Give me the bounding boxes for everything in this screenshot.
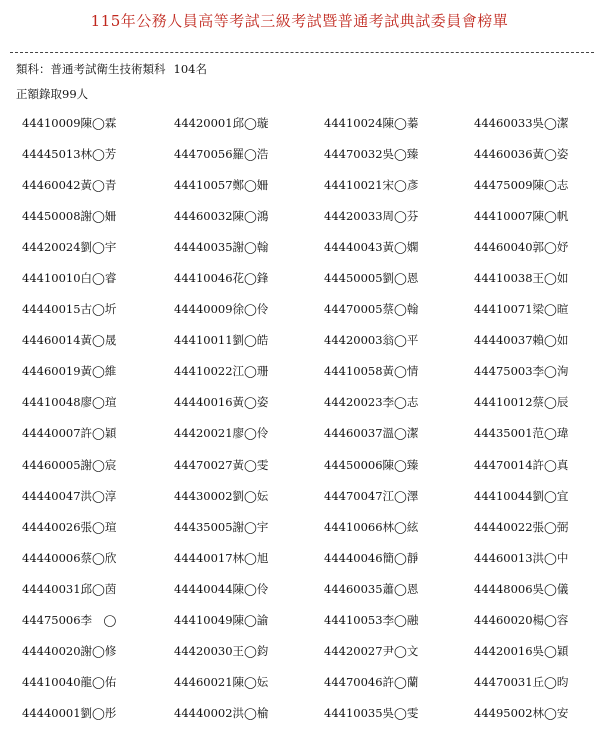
list-item: 44475006李 ◯ — [22, 612, 117, 627]
list-item: 44460037溫◯潔 — [324, 426, 419, 441]
admission-list — [22, 116, 592, 737]
list-item: 44420030王◯鈞 — [174, 643, 269, 658]
quota-line: 正額錄取99人 — [16, 87, 89, 101]
list-item: 44440037賴◯如 — [474, 333, 569, 348]
list-item: 44440022張◯弼 — [474, 519, 569, 534]
list-item: 44410024陳◯蓁 — [324, 116, 419, 130]
list-item: 44435001范◯瑋 — [474, 426, 569, 441]
list-item: 44420021廖◯伶 — [174, 426, 269, 441]
list-item: 44450005劉◯恩 — [324, 271, 419, 286]
list-item: 44470027黃◯雯 — [174, 457, 269, 472]
list-item: 44495002林◯安 — [474, 705, 569, 720]
list-item: 44410011劉◯皓 — [174, 333, 269, 348]
list-item: 44440015古◯圻 — [22, 302, 117, 317]
list-item: 44410007陳◯帆 — [474, 209, 569, 224]
list-item: 44410048廖◯瑄 — [22, 395, 117, 410]
list-item: 44460020楊◯容 — [474, 612, 569, 627]
list-item: 44440007許◯穎 — [22, 426, 117, 441]
list-item: 44460013洪◯中 — [474, 550, 569, 565]
list-item: 44410040龍◯佑 — [22, 674, 117, 689]
category-line — [16, 61, 207, 77]
list-item: 44420027尹◯文 — [324, 643, 419, 658]
list-item: 44445013林◯芳 — [22, 147, 117, 162]
list-item: 44450008謝◯姍 — [22, 209, 117, 224]
list-item: 44440047洪◯淳 — [22, 488, 117, 503]
list-item: 44410046花◯鋒 — [174, 271, 269, 286]
list-item: 44440006蔡◯欣 — [22, 550, 117, 565]
list-item: 44410021宋◯彥 — [324, 178, 419, 193]
list-item: 44410071梁◯暄 — [474, 302, 569, 317]
list-item: 44410049陳◯諭 — [174, 612, 269, 627]
list-item: 44470032吳◯臻 — [324, 147, 419, 162]
list-item: 44460032陳◯鴻 — [174, 209, 269, 224]
list-item: 44440009徐◯伶 — [174, 302, 269, 317]
list-item: 44460035蕭◯恩 — [324, 581, 419, 596]
list-item: 44410022江◯珊 — [174, 364, 269, 379]
list-item: 44410035吳◯雯 — [324, 705, 419, 720]
list-item: 44420024劉◯宇 — [22, 240, 117, 255]
header-divider — [10, 52, 594, 53]
list-item: 44460040郭◯妤 — [474, 240, 569, 255]
list-item: 44470031丘◯昀 — [474, 674, 569, 689]
list-item: 44440044陳◯伶 — [174, 581, 269, 596]
list-item: 44440001劉◯彤 — [22, 705, 117, 720]
list-item: 44410010白◯睿 — [22, 271, 117, 286]
list-item: 44410057鄭◯姍 — [174, 178, 269, 193]
list-item: 44420023李◯志 — [324, 395, 419, 410]
list-item: 44460019黃◯維 — [22, 364, 117, 379]
list-item: 44440035謝◯翰 — [174, 240, 269, 255]
category-count: 104名 — [173, 62, 207, 76]
list-item: 44440046簡◯靜 — [324, 550, 419, 565]
list-item: 44420001邱◯璇 — [174, 116, 269, 130]
list-item: 44440016黃◯姿 — [174, 395, 269, 410]
category-label: 類科：普通考試衛生技術類科 — [16, 62, 166, 76]
list-item: 44410053李◯融 — [324, 612, 419, 627]
list-item: 44410038王◯如 — [474, 271, 569, 286]
list-item: 44475003李◯洵 — [474, 364, 569, 379]
list-item: 44460021陳◯妘 — [174, 674, 269, 689]
list-item: 44420033周◯芬 — [324, 209, 419, 224]
list-item: 44430002劉◯妘 — [174, 488, 269, 503]
list-item: 44440020謝◯修 — [22, 643, 117, 658]
list-item: 44410058黃◯情 — [324, 364, 419, 379]
list-item: 44440002洪◯榆 — [174, 705, 269, 720]
list-item: 44460036黃◯姿 — [474, 147, 569, 162]
list-item: 44475009陳◯志 — [474, 178, 569, 193]
list-item: 44410009陳◯霖 — [22, 116, 117, 130]
list-item: 44460005謝◯宸 — [22, 457, 117, 472]
list-item: 44470056羅◯浩 — [174, 147, 269, 162]
list-item: 44440043黃◯嫻 — [324, 240, 419, 255]
page-title: 115年公務人員高等考試三級考試暨普通考試典試委員會榜單 — [90, 12, 509, 30]
list-item: 44460014黃◯晟 — [22, 333, 117, 348]
list-item: 44460042黃◯青 — [22, 178, 117, 193]
list-item: 44420003翁◯平 — [324, 333, 419, 348]
list-item: 44470005蔡◯翰 — [324, 302, 419, 317]
list-item: 44460033吳◯潔 — [474, 116, 569, 130]
list-item: 44440031邱◯茵 — [22, 581, 117, 596]
list-item: 44470014許◯真 — [474, 457, 569, 472]
list-item: 44470046許◯蘭 — [324, 674, 419, 689]
list-item: 44440017林◯旭 — [174, 550, 269, 565]
list-item: 44448006吳◯儀 — [474, 581, 569, 596]
list-item: 44450006陳◯臻 — [324, 457, 419, 472]
list-item: 44435005謝◯宇 — [174, 519, 269, 534]
list-item: 44440026張◯瑄 — [22, 519, 117, 534]
list-item: 44410044劉◯宜 — [474, 488, 569, 503]
list-item: 44470047江◯澤 — [324, 488, 419, 503]
list-item: 44420016吳◯穎 — [474, 643, 569, 658]
list-item: 44410066林◯絃 — [324, 519, 419, 534]
list-item: 44410012蔡◯辰 — [474, 395, 569, 410]
